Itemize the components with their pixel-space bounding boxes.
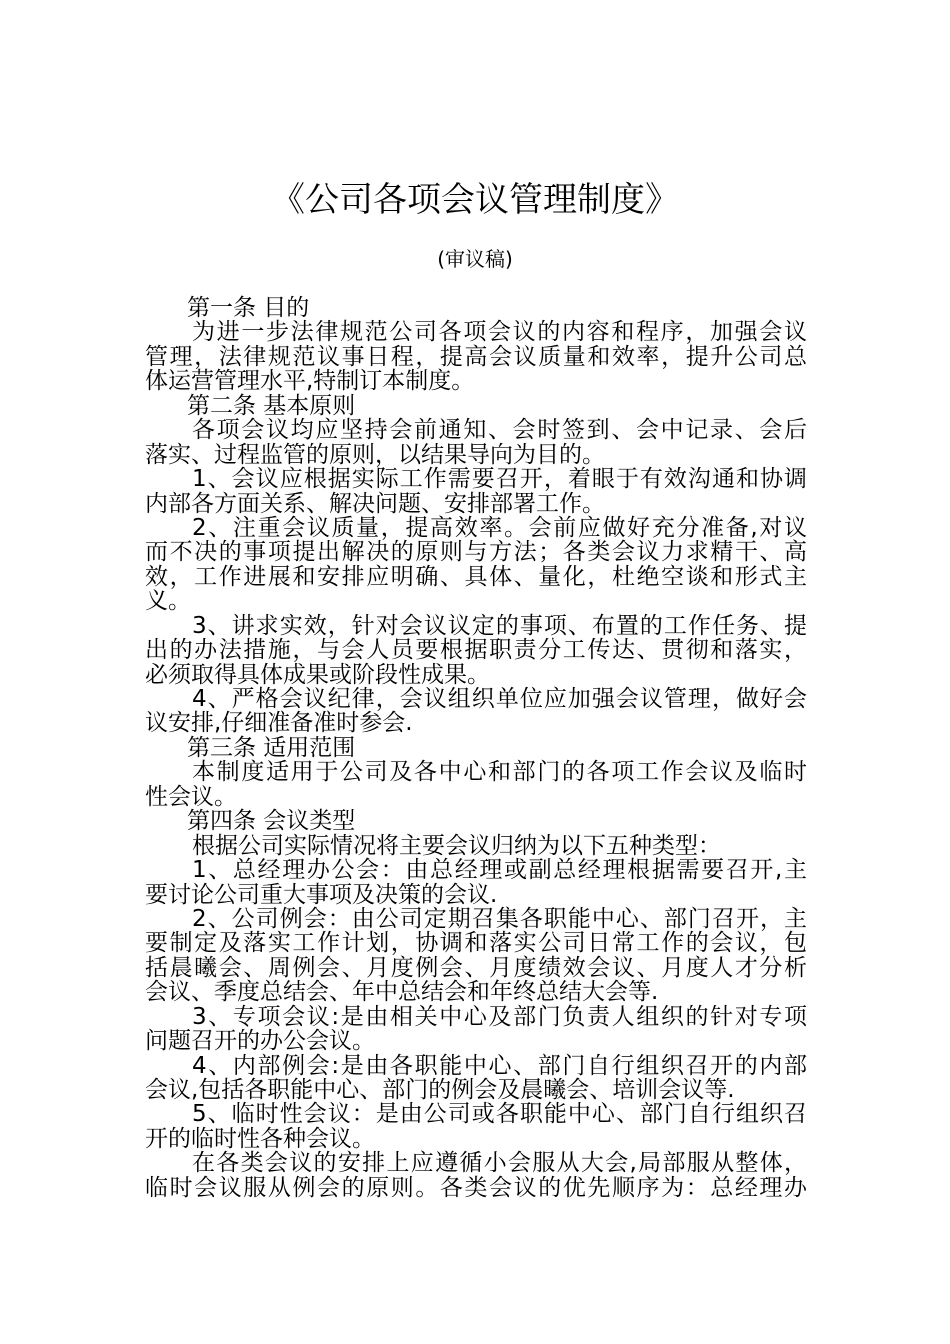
paragraph-line: 4、内部例会:是由各职能中心、部门自行组织召开的内部 (192, 1052, 807, 1079)
document-title: 《公司各项会议管理制度》 (271, 180, 679, 220)
section-heading: 第一条 目的 (187, 295, 310, 321)
paragraph-line: 在各类会议的安排上应遵循小会服从大会,局部服从整体， (192, 1150, 807, 1177)
paragraph-line: 2、公司例会：由公司定期召集各职能中心、部门召开，主 (192, 905, 807, 932)
paragraph-line: 3、讲求实效，针对会议议定的事项、布置的工作任务、提 (192, 612, 807, 639)
paragraph-line: 根据公司实际情况将主要会议归纳为以下五种类型： (192, 832, 721, 859)
paragraph-line: 3、专项会议:是由相关中心及部门负责人组织的针对专项 (192, 1003, 807, 1030)
paragraph-line: 各项会议均应坚持会前通知、会时签到、会中记录、会后 (192, 417, 807, 444)
section-heading: 第三条 适用范围 (187, 734, 356, 761)
paragraph-line: 义。 (145, 588, 191, 615)
document-body (145, 296, 807, 1200)
paragraph-line: 体运营管理水平,特制订本制度。 (145, 368, 475, 395)
paragraph-line: 而不决的事项提出解决的原则与方法；各类会议力求精干、高 (145, 539, 807, 566)
paragraph-line: 临时会议服从例会的原则。各类会议的优先顺序为：总经理办 (145, 1174, 807, 1201)
paragraph-line: 会议,包括各职能中心、部门的例会及晨曦会、培训会议等. (145, 1077, 735, 1103)
paragraph-line: 议安排,仔细准备准时参会. (145, 710, 413, 737)
paragraph-line: 要讨论公司重大事项及决策的会议. (145, 881, 498, 908)
paragraph-line: 开的临时性各种会议。 (145, 1125, 375, 1152)
paragraph-line: 问题召开的办公会议。 (145, 1028, 375, 1055)
document-subtitle: (审议稿) (437, 247, 513, 271)
paragraph-line: 性会议。 (145, 783, 237, 810)
paragraph-line: 2、注重会议质量，提高效率。会前应做好充分准备,对议 (192, 514, 807, 541)
paragraph-line: 落实、过程监管的原则，以结果导向为目的。 (145, 441, 605, 468)
paragraph-line: 会议、季度总结会、年中总结会和年终总结大会等. (145, 979, 659, 1006)
paragraph-line: 括晨曦会、周例会、月度例会、月度绩效会议、月度人才分析 (145, 954, 807, 981)
paragraph-line: 1、会议应根据实际工作需要召开，着眼于有效沟通和协调 (192, 466, 807, 493)
paragraph-line: 要制定及落实工作计划，协调和落实公司日常工作的会议，包 (145, 930, 807, 957)
paragraph-line: 效，工作进展和安排应明确、具体、量化，杜绝空谈和形式主 (145, 563, 807, 590)
paragraph-line: 必须取得具体成果或阶段性成果。 (145, 661, 490, 688)
section-heading: 第四条 会议类型 (187, 808, 356, 835)
paragraph-line: 1、总经理办公会：由总经理或副总经理根据需要召开,主 (192, 857, 807, 884)
paragraph-line: 内部各方面关系、解决问题、安排部署工作。 (145, 490, 605, 517)
paragraph-line: 为进一步法律规范公司各项会议的内容和程序，加强会议 (192, 319, 807, 346)
paragraph-line: 出的办法措施，与会人员要根据职责分工传达、贯彻和落实， (145, 637, 807, 664)
paragraph-line: 4、严格会议纪律，会议组织单位应加强会议管理，做好会 (192, 686, 807, 712)
section-heading: 第二条 基本原则 (187, 392, 356, 419)
paragraph-line: 本制度适用于公司及各中心和部门的各项工作会议及临时 (192, 759, 807, 786)
paragraph-line: 管理，法律规范议事日程，提高会议质量和效率，提升公司总 (145, 343, 807, 370)
paragraph-line: 5、临时性会议：是由公司或各职能中心、部门自行组织召 (192, 1101, 807, 1128)
